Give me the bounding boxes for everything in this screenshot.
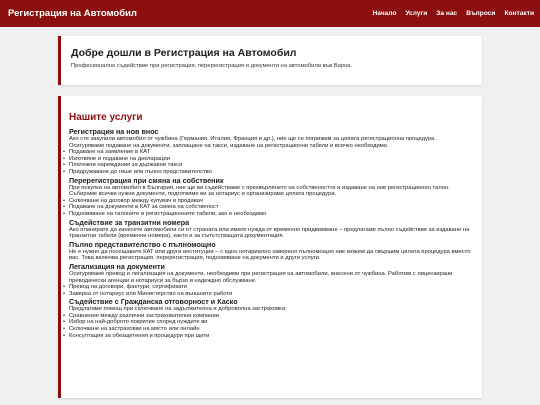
list-item: • Подновяване на талоните и регистрационните табели, ако е необходимо [63, 211, 472, 218]
service-heading: Съдействие с Гражданска отговорност и Каско [69, 297, 238, 307]
services-card [58, 96, 482, 398]
service-text: Предлагаме помощ при сключване на задължителна и доброволна застраховка: [69, 306, 287, 313]
service-list [69, 198, 472, 218]
hero-subtitle: Професионално съдействие при регистрация, перерегистрация и документи на автомобили във Варна. [71, 63, 353, 69]
services-title: Нашите услуги [69, 112, 143, 123]
list-item: • Придружаване до гише или пълно представителство [63, 169, 472, 176]
list-item: • Сключване на договор между купувач и продавач [63, 198, 472, 205]
list-item: • Превод на договори, фактури, сертификати [63, 284, 472, 291]
nav-link-about[interactable]: За нас [436, 10, 458, 17]
service-heading: Легализация на документи [69, 261, 165, 271]
brand-logo-text[interactable]: Регистрация на Автомобил [8, 8, 137, 19]
service-text: Ако сте закупили автомобил от чужбина (Германия, Италия, Франция и др.), ние ще се погрижим за цялата регистрационна процедура. Осигуряваме подаване на документи, заплащане на такси, издаване на регистрационни табели и всичко необходимо. [69, 136, 437, 149]
list-item: • Сключване на застраховки на място или онлайн [63, 326, 472, 333]
service-text: Не е нужно да посещавате КАТ или други институции – с едно нотариално заверено пълномощно ние можем да свършим цялата процедура вместо вас. Това включва регистрация, перерегистрация, подновяване на документи и други услуги. [69, 248, 471, 262]
list-item: • Подаване на документи в КАТ за смяна на собственост [63, 204, 472, 211]
list-item: • Изготвяне и подаване на декларации [63, 156, 472, 163]
list-item: • Платежни нареждания за държавни такси [63, 162, 472, 169]
service-heading: Перерегистрация при смяна на собственик [69, 175, 224, 185]
hero-card [58, 36, 482, 85]
main-menu [372, 10, 534, 17]
service-list [69, 313, 472, 339]
list-item: • Избор на най-доброто покритие според нуждите ви [63, 319, 472, 326]
service-heading: Пълно представителство с пълномощно [69, 239, 216, 249]
service-text: Ако планирате да изнесете автомобила си от страната или имате нужда от временно придвижване – предлагаме пълно съдействие за издаване на транзитни табели (временни номера), както и за съпътстващата документация. [69, 226, 470, 240]
list-item: • Сравнение между различни застрахователни компании [63, 313, 472, 320]
list-item: • Подаване на заявление в КАТ [63, 149, 472, 156]
nav-link-faq[interactable]: Въпроси [466, 10, 496, 17]
service-text: Осигуряваме превод и легализация на документи, необходими при регистрация на автомобили, внесени от чужбина. Работим с лицензирани преводачески агенции и нотариуси за бързо и надеждно обслужване. [69, 270, 453, 284]
service-list [69, 284, 472, 297]
service-heading: Съдействие за транзитни номера [69, 217, 190, 227]
service-list [69, 149, 472, 175]
nav-link-services[interactable]: Услуги [405, 10, 428, 17]
service-heading: Регистрация на нов внос [69, 127, 159, 136]
top-navbar [0, 0, 540, 27]
nav-link-contacts[interactable]: Контакти [504, 10, 534, 17]
hero-title: Добре дошли в Регистрация на Автомобил [71, 47, 297, 59]
service-text: При покупка на автомобил в България, ние ще ви съдействаме с прехвърлянето на собствеността и издаване на нов регистрационен талон. Събираме всички нужни документи, подготвяме ви за нотариус и организираме цялата процедура. [69, 184, 450, 198]
list-item: • Заверка от нотариус или Министерство на външните работи [63, 291, 472, 298]
nav-link-home[interactable]: Начало [372, 10, 397, 17]
list-item: • Консултация за обезщетения и процедури при щети [63, 333, 472, 340]
